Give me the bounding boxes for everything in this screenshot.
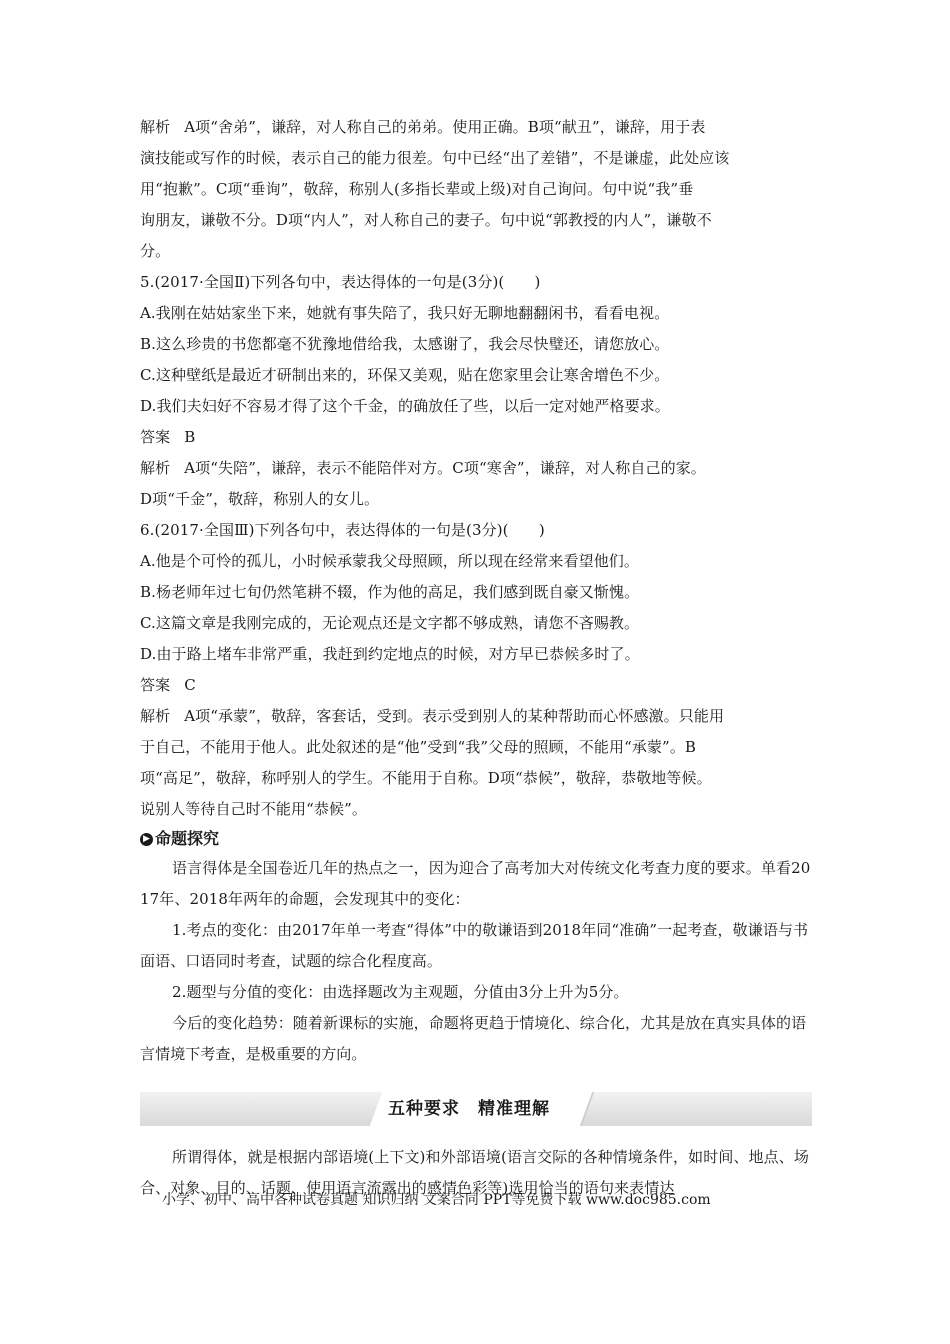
analysis-label: 解析: [140, 118, 171, 136]
analysis-line: 用“抱歉”。C项“垂询”，敬辞，称别人(多指长辈或上级)对自己询问。句中说“我”垂: [140, 180, 694, 198]
play-circle-icon: ▶: [140, 833, 153, 846]
option-c: C.这种壁纸是最近才研制出来的，环保又美观，贴在您家里会让寒舍增色不少。: [140, 366, 670, 384]
banner-title: 五种要求 精准理解: [388, 1099, 550, 1119]
analysis-line: 解析 A项“舍弟”，谦辞，对人称自己的弟弟。使用正确。B项“献丑”，谦辞，用于表: [140, 118, 706, 136]
option-d: D.由于路上堵车非常严重，我赶到约定地点的时候，对方早已恭候多时了。: [140, 645, 640, 663]
answer-value: C: [184, 676, 196, 694]
question-stem: 6.(2017·全国Ⅲ)下列各句中，表达得体的一句是(3分)( ): [140, 521, 545, 539]
document-body: [140, 112, 812, 1204]
explore-section: [140, 825, 812, 1070]
option-b: B.杨老师年过七旬仍然笔耕不辍，作为他的高足，我们感到既自豪又惭愧。: [140, 583, 640, 601]
option-a: A.我刚在姑姑家坐下来，她就有事失陪了，我只好无聊地翻翻闲书，看看电视。: [140, 304, 670, 322]
section-heading-text: 命题探究: [155, 829, 220, 848]
question-stem: 5.(2017·全国Ⅱ)下列各句中，表达得体的一句是(3分)( ): [140, 273, 541, 291]
answer-row: [140, 422, 812, 453]
answer-row: [140, 670, 812, 701]
option-a: A.他是个可怜的孤儿，小时候承蒙我父母照顾，所以现在经常来看望他们。: [140, 552, 640, 570]
analysis-block-q4: [140, 112, 812, 267]
paragraph: 2.题型与分值的变化：由选择题改为主观题，分值由3分上升为5分。: [172, 983, 629, 1001]
option-b: B.这么珍贵的书您都毫不犹豫地借给我，太感谢了，我会尽快璧还，请您放心。: [140, 335, 670, 353]
question-5: [140, 267, 812, 515]
analysis-line: 解析 A项“失陪”，谦辞，表示不能陪伴对方。C项“寒舍”，谦辞，对人称自己的家。: [140, 459, 706, 477]
closing-paragraph: 所谓得体，就是根据内部语境(上下文)和外部语境(语言交际的各种情境条件，如时间、地点、场合、对象、目的、话题、使用语言流露出的感情色彩等)选用恰当的语句来表情达: [140, 1148, 809, 1197]
paragraph: 今后的变化趋势：随着新课标的实施，命题将更趋于情境化、综合化，尤其是放在真实具体的语言情境下考查，是极重要的方向。: [140, 1014, 807, 1063]
answer-label: 答案: [140, 676, 171, 694]
section-banner: [140, 1086, 812, 1128]
answer-value: B: [184, 428, 196, 446]
question-6: [140, 515, 812, 825]
paragraph: 1.考点的变化：由2017年单一考查“得体”中的敬谦语到2018年同“准确”一起考查，敬谦语与书面语、口语同时考查，试题的综合化程度高。: [140, 921, 809, 970]
analysis-line: 演技能或写作的时候，表示自己的能力很差。句中已经“出了差错”，不是谦虚，此处应该: [140, 149, 730, 167]
analysis-label: 解析: [140, 459, 171, 477]
option-d: D.我们夫妇好不容易才得了这个千金，的确放任了些，以后一定对她严格要求。: [140, 397, 670, 415]
analysis-line: 项“高足”，敬辞，称呼别人的学生。不能用于自称。D项“恭候”，敬辞，恭敬地等候。: [140, 769, 712, 787]
analysis-label: 解析: [140, 707, 171, 725]
analysis-line: D项“千金”，敬辞，称别人的女儿。: [140, 490, 380, 508]
analysis-line: 分。: [140, 242, 171, 260]
analysis-line: 解析 A项“承蒙”，敬辞，客套话，受到。表示受到别人的某种帮助而心怀感激。只能用: [140, 707, 725, 725]
answer-label: 答案: [140, 428, 171, 446]
paragraph: 语言得体是全国卷近几年的热点之一，因为迎合了高考加大对传统文化考查力度的要求。单看2017年、2018年两年的命题，会发现其中的变化：: [140, 859, 811, 908]
analysis-line: 说别人等待自己时不能用“恭候”。: [140, 800, 367, 818]
analysis-line: 于自己，不能用于他人。此处叙述的是“他”受到“我”父母的照顾，不能用“承蒙”。B: [140, 738, 697, 756]
section-heading: [140, 825, 812, 853]
analysis-line: 询朋友，谦敬不分。D项“内人”，对人称自己的妻子。句中说“郭教授的内人”，谦敬不: [140, 211, 712, 229]
page-footer: 小学、初中、高中各种试卷真题 知识归纳 文案合同 PPT等免费下载 www.doc985.com: [162, 1192, 711, 1208]
option-c: C.这篇文章是我刚完成的，无论观点还是文字都不够成熟，请您不吝赐教。: [140, 614, 640, 632]
